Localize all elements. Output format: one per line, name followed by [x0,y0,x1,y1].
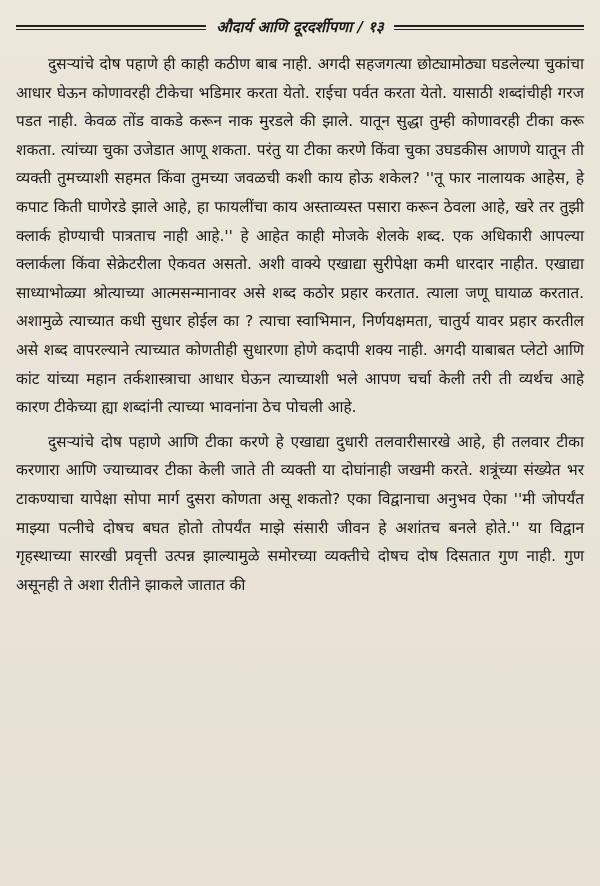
header-rule-left [16,25,206,30]
running-header [16,14,584,40]
header-title: औदार्य आणि दूरदर्शीपणा / १३ [216,18,384,36]
paragraph: दुसऱ्यांचे दोष पहाणे ही काही कठीण बाब नाही. अगदी सहजगत्या छोट्यामोठ्या घडलेल्या चुकांचा आधार घेऊन कोणावरही टीकेचा भडिमार करता येतो. राईचा पर्वत करता येतो. यासाठी शब्दांचीही गरज पडत नाही. केवळ तोंड वाकडे करून नाक मुरडले की झाले. यातून सुद्धा तुम्ही कोणावरही टीका करू शकता. त्यांच्या चुका उजेडात आणू शकता. परंतु या टीका करणे किंवा चुका उघडकीस आणणे यातून ती व्यक्ती तुमच्याशी सहमत किंवा तुमच्या जवळची कशी काय होऊ शकेल? ''तू फार नालायक आहेस, हे कपाट किती घाणेरडे झाले आहे, हा फायलींचा काय अस्ताव्यस्त पसारा करून ठेवला आहे, खरे तर तुझी क्लार्क होण्याची पात्रताच नाही आहे.'' हे आहेत काही मोजके शेलके शब्द. एक अधिकारी आपल्या क्लार्कला किंवा सेक्रेटरीला ऐकवत असतो. अशी वाक्ये एखाद्या सुरीपेक्षा कमी धारदार नाहीत. एखाद्या साध्याभोळ्या श्रोत्याच्या आत्मसन्मानावर असे शब्द कठोर प्रहार करतात. त्याला जणू घायाळ करतात. अशामुळे त्याच्यात कधी सुधार होईल का ? त्याचा स्वाभिमान, निर्णयक्षमता, चातुर्य यावर प्रहार करतील असे शब्द वापरल्याने त्याच्यात कोणतीही सुधारणा होणे कदापी शक्य नाही. अगदी याबाबत प्लेटो आणि कांट यांच्या महान तर्कशास्त्राचा आधार घेऊन त्याच्याशी भले आपण चर्चा केली तरी ती व्यर्थच आहे कारण टीकेच्या ह्या शब्दांनी त्याच्या भावनांना ठेच पोचली आहे. [16,55,584,417]
header-rule-right [394,25,584,30]
body-text [16,50,584,599]
paragraph: दुसऱ्यांचे दोष पहाणे आणि टीका करणे हे एखाद्या दुधारी तलवारीसारखे आहे, ही तलवार टीका करणारा आणि ज्याच्यावर टीका केली जाते ती व्यक्ती या दोघांनाही जखमी करते. शत्रूंच्या संख्येत भर टाकण्याचा यापेक्षा सोपा मार्ग दुसरा कोणता असू शकतो? एका विद्वानाचा अनुभव ऐका ''मी जोपर्यंत माझ्या पत्नीचे दोषच बघत होतो तोपर्यंत माझे संसारी जीवन हे अशांतच बनले होते.'' या विद्वान गृहस्थाच्या सारखी प्रवृत्ती उत्पन्न झाल्यामुळे समोरच्या व्यक्तीचे दोषच दोष दिसतात गुण नाही. गुण असूनही ते अशा रीतीने झाकले जातात की [16,432,584,594]
